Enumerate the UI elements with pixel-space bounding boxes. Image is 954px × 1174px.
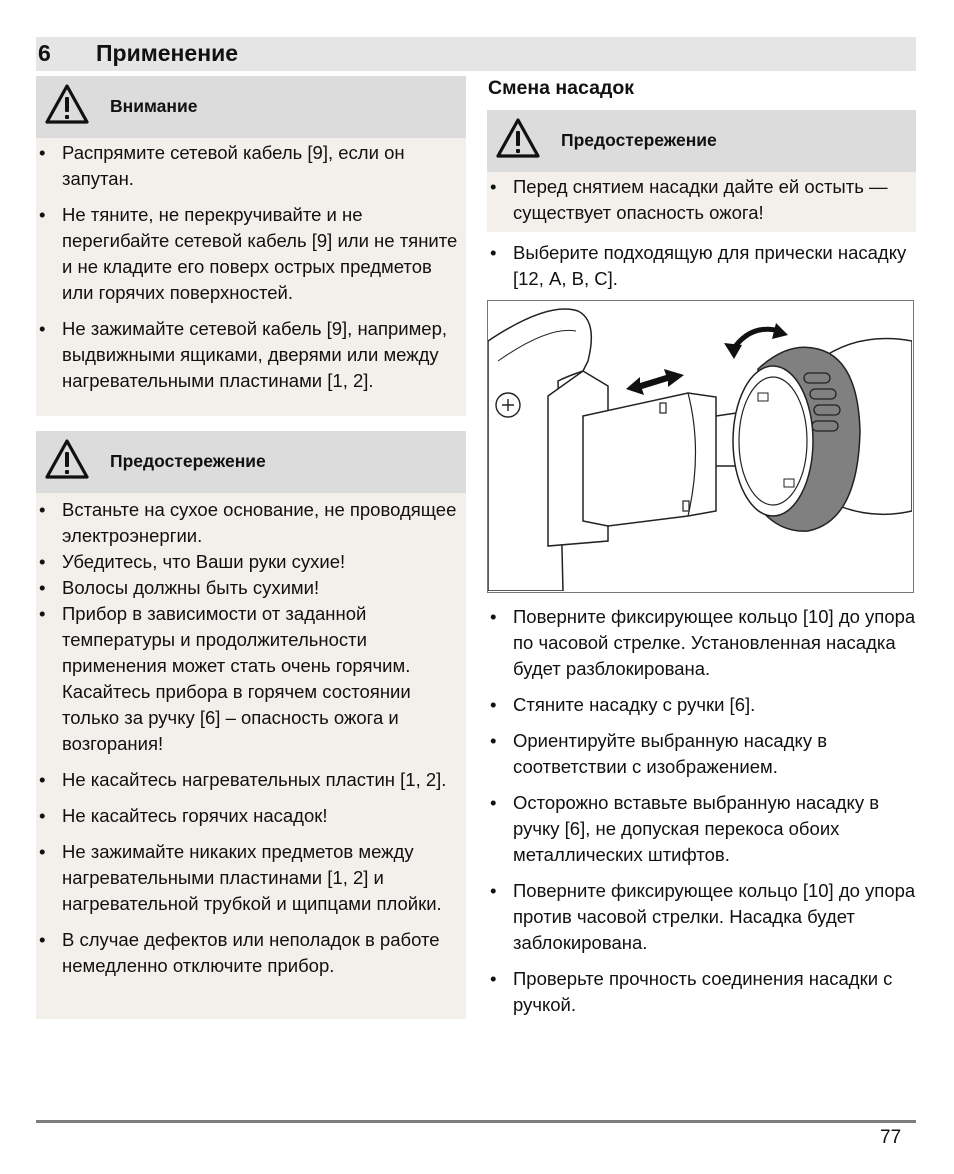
section-number: 6 xyxy=(38,40,51,66)
list-item: • Волосы должны быть сухими! xyxy=(36,575,466,601)
section-title: Применение xyxy=(96,40,239,66)
list-item: • Осторожно вставьте выбранную насадку в ручку [6], не допуская перекоса обоих металлических штифтов. xyxy=(487,790,916,868)
caution-list xyxy=(36,497,466,979)
warning-triangle-icon xyxy=(44,83,90,125)
warning-triangle-icon xyxy=(495,117,541,159)
list-item: • Поверните фиксирующее кольцо [10] до упора по часовой стрелке. Установленная насадка будет разблокирована. xyxy=(487,604,916,682)
caution-label: Предостережение xyxy=(561,130,717,150)
section-header xyxy=(36,37,916,71)
list-item: • Распрямите сетевой кабель [9], если он запутан. xyxy=(36,140,466,192)
caution-box-right xyxy=(487,110,916,232)
list-item: • Не зажимайте сетевой кабель [9], например, выдвижными ящиками, дверями или между нагревательными пластинами [1, 2]. xyxy=(36,316,466,394)
warning-triangle-icon xyxy=(44,438,90,480)
list-item: • Встаньте на сухое основание, не проводящее электроэнергии. xyxy=(36,497,466,549)
caution-list xyxy=(487,174,916,226)
steps-list xyxy=(487,240,916,292)
subsection-heading: Смена насадок xyxy=(488,77,634,99)
list-item: • Не касайтесь горячих насадок! xyxy=(36,803,466,829)
steps-before-figure xyxy=(487,240,916,292)
attention-list xyxy=(36,140,466,394)
list-item: • Не касайтесь нагревательных пластин [1, 2]. xyxy=(36,767,466,793)
footer-rule xyxy=(36,1120,916,1123)
attachment-drawing xyxy=(488,301,912,591)
attention-box xyxy=(36,76,466,416)
list-item: • Не тяните, не перекручивайте и не перегибайте сетевой кабель [9] или не тяните и не кладите его поверх острых предметов или горячих поверхностей. xyxy=(36,202,466,306)
list-item: • В случае дефектов или неполадок в работе немедленно отключите прибор. xyxy=(36,927,466,979)
caution-box-header xyxy=(487,110,916,172)
caution-label: Предостережение xyxy=(110,451,266,471)
list-item: • Перед снятием насадки дайте ей остыть — существует опасность ожога! xyxy=(487,174,916,226)
list-item: • Поверните фиксирующее кольцо [10] до упора против часовой стрелки. Насадка будет заблокирована. xyxy=(487,878,916,956)
attention-box-header xyxy=(36,76,466,138)
attention-label: Внимание xyxy=(110,96,198,116)
list-item: • Прибор в зависимости от заданной температуры и продолжительности применения может стать очень горячим. Касайтесь прибора в горячем состоянии только за ручку [6] – опасность ожога и возгорания! xyxy=(36,601,466,757)
attachment-change-illustration xyxy=(487,300,914,593)
steps-list xyxy=(487,604,916,1018)
caution-box-header xyxy=(36,431,466,493)
caution-box xyxy=(36,431,466,1019)
list-item: • Выберите подходящую для прически насадку [12, A, B, C]. xyxy=(487,240,916,292)
list-item: • Стяните насадку с ручки [6]. xyxy=(487,692,916,718)
list-item: • Убедитесь, что Ваши руки сухие! xyxy=(36,549,466,575)
list-item: • Проверьте прочность соединения насадки с ручкой. xyxy=(487,966,916,1018)
list-item: • Не зажимайте никаких предметов между нагревательными пластинами [1, 2] и нагревательной трубкой и щипцами плойки. xyxy=(36,839,466,917)
list-item: • Ориентируйте выбранную насадку в соответствии с изображением. xyxy=(487,728,916,780)
page-number: 77 xyxy=(880,1127,902,1148)
steps-after-figure xyxy=(487,604,916,1018)
